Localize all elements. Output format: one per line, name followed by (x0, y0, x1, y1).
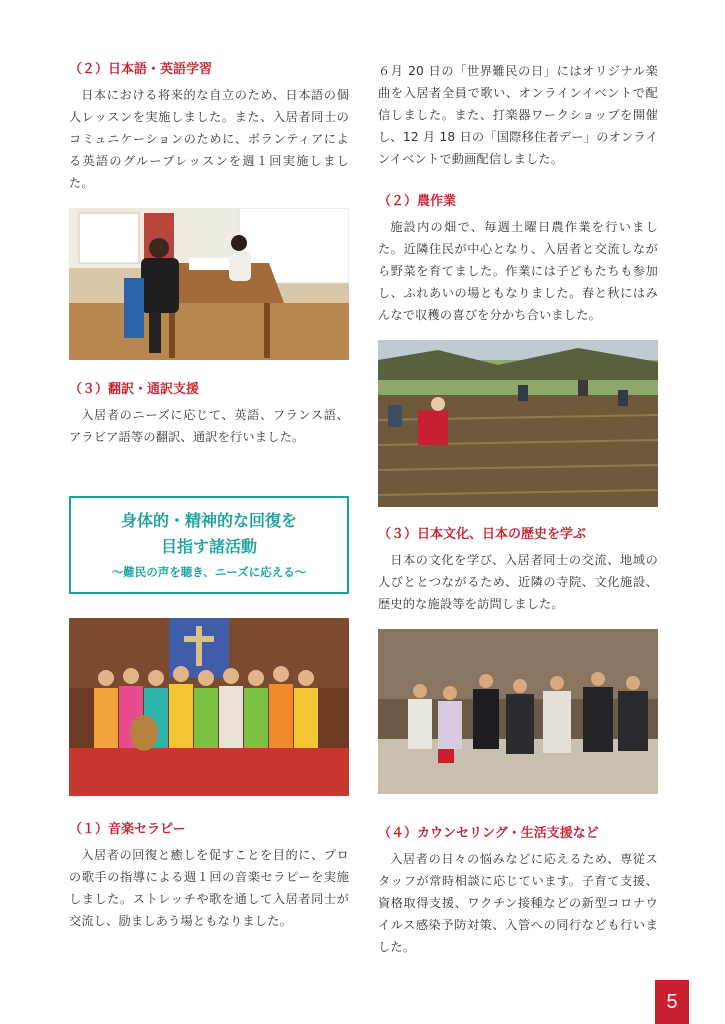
body-counseling: 入居者の日々の悩みなどに応えるため、専従スタッフが常時相談に応じています。子育て支援、資格取得支援、ワクチン接種などの新型コロナウイルス感染予防対策、入管への同行なども行いました。 (378, 852, 658, 954)
heading-counseling: （４）カウンセリング・生活支援など (378, 826, 599, 841)
photo-cultural-visit (378, 629, 658, 794)
heading-translation-support: （３）翻訳・通訳支援 (69, 382, 200, 397)
heading-japanese-culture: （３）日本文化、日本の歴史を学ぶ (378, 527, 587, 542)
body-japanese-culture: 日本の文化を学び、入居者同士の交流、地域の人びととつながるため、近隣の寺院、文化施設、歴史的な施設等を訪問しました。 (378, 553, 658, 611)
activities-title-box (69, 496, 349, 594)
body-translation-support: 入居者のニーズに応じて、英語、フランス語、アラビア語等の翻訳、通訳を行いました。 (69, 408, 349, 444)
photo-music-therapy-group (69, 618, 349, 796)
box-title-line2: 目指す諸活動 (160, 537, 257, 556)
box-subtitle: ～難民の声を聴き、ニーズに応える～ (111, 565, 307, 579)
page-number: 5 (655, 980, 689, 1024)
heading-farming: （２）農作業 (378, 194, 457, 209)
right-column (378, 60, 658, 958)
body-music-therapy: 入居者の回復と癒しを促すことを目的に、プロの歌手の指導による週１回の音楽セラピーを実施しました。ストレッチや歌を通して入居者同士が交流し、励ましあう場ともなりました。 (69, 848, 349, 928)
body-farming: 施設内の畑で、毎週土曜日農作業を行いました。近隣住民が中心となり、入居者と交流しながら野菜を育てました。作業には子どもたちも参加し、ふれあいの場ともなりました。春と秋にはみんなで収穫の喜びを分かち合いました。 (378, 220, 658, 322)
left-column (69, 60, 349, 932)
photo-farming (378, 340, 658, 507)
box-title-line1: 身体的・精神的な回復を (120, 511, 297, 530)
heading-japanese-english-learning: （２）日本語・英語学習 (69, 62, 213, 77)
body-japanese-english-learning: 日本における将来的な自立のため、日本語の個人レッスンを実施しました。また、入居者同士のコミュニケーションのために、ボランティアによる英語のグループレッスンを週１回実施しました。 (69, 88, 349, 190)
body-world-refugee-day: ６月 20 日の「世界難民の日」にはオリジナル楽曲を入居者全員で歌い、オンラインイベントで配信しました。また、打楽器ワークショップを開催し、12 月 18 日の「国際移住者デー」のオンラインイベントで動画配信しました。 (378, 64, 658, 166)
heading-music-therapy: （１）音楽セラピー (69, 822, 186, 837)
photo-language-lesson (69, 208, 349, 360)
